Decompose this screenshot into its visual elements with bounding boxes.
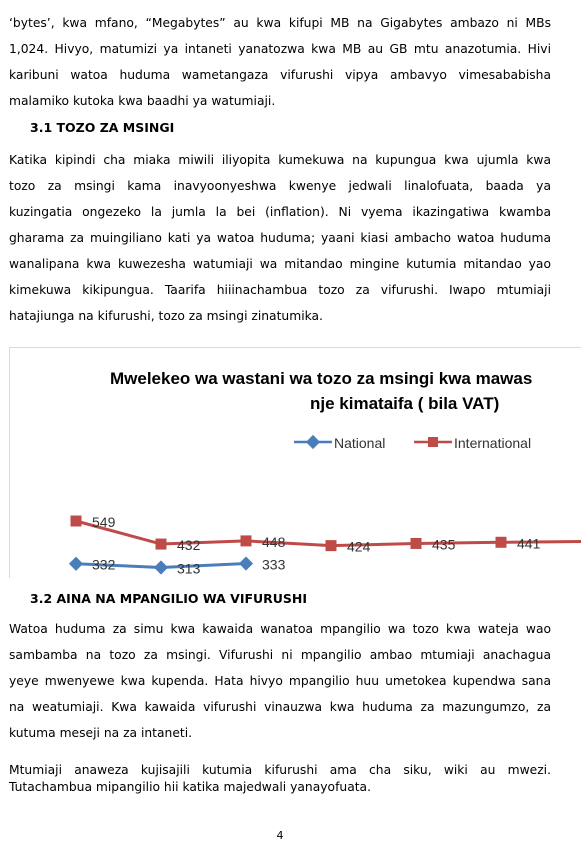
point-international-4 <box>326 540 337 551</box>
closing-line-2: Tutachambua mipangilio hii katika majedwali yanayofuata. <box>9 780 371 794</box>
label-national-1: 332 <box>92 556 116 573</box>
label-international-3: 448 <box>262 533 286 550</box>
section1-paragraph <box>9 147 551 329</box>
point-international-2 <box>156 539 167 550</box>
plot-area <box>69 514 581 576</box>
point-international-1 <box>71 516 82 527</box>
label-international-1: 549 <box>92 514 116 530</box>
label-international-6: 441 <box>517 535 541 552</box>
point-national-1 <box>69 557 83 571</box>
section1-line-2: tozo za msingi kama inavyoonyeshwa kwenye jedwali linalofuata, baada ya <box>9 179 551 193</box>
section-heading-aina-na-mpangilio: 3.2 AINA NA MPANGILIO WA VIFURUSHI <box>30 591 308 606</box>
intro-line-1: ‘bytes’, kwa mfano, “Megabytes” au kwa kifupi MB na Gigabytes ambazo ni MBs <box>9 16 551 30</box>
section1-line-6: kimekuwa kikipungua. Taarifa hiiinachambua tozo za vifurushi. Iwapo mtumiaji <box>9 283 551 297</box>
section1-line-4: gharama za muingiliano kati ya watoa huduma; yaani kiasi ambacho watoa huduma <box>9 231 551 245</box>
closing-line-1: Mtumiaji anaweza kujisajili kutumia kifurushi ama cha siku, wiki au mwezi. <box>9 763 551 777</box>
intro-line-3: karibuni watoa huduma wametangaza vifurushi vipya ambavyo vimesababisha <box>9 68 551 82</box>
tariff-trend-chart <box>10 348 581 578</box>
section2-line-5: kutuma meseji na za intaneti. <box>9 726 193 740</box>
legend-international-marker <box>428 437 438 447</box>
section1-line-5: wanalipana kwa kuwezesha watumiaji wa mitandao mingine kutumia mitandao yao <box>9 257 551 271</box>
section2-line-2: sambamba na tozo za msingi. Vifurushi ni mpangilio ambao mtumiaji anachagua <box>9 648 551 662</box>
page-number: 4 <box>276 829 284 842</box>
label-national-3: 333 <box>262 556 286 573</box>
section1-line-7: hatajiunga na kifurushi, tozo za msingi zinatumika. <box>9 309 323 323</box>
closing-paragraph <box>9 762 551 796</box>
label-national-2: 313 <box>177 560 201 577</box>
legend-national-label: National <box>334 435 386 451</box>
point-national-2 <box>154 560 168 574</box>
label-international-2: 432 <box>177 537 201 554</box>
intro-paragraph <box>9 10 551 114</box>
section2-paragraph <box>9 616 551 746</box>
point-international-6 <box>496 537 507 548</box>
chart-title-line-2: nje kimataifa ( bila VAT) <box>310 394 500 413</box>
point-international-3 <box>241 535 252 546</box>
chart-title-line-1: Mwelekeo wa wastani wa tozo za msingi kwa mawas <box>110 369 533 388</box>
point-international-5 <box>411 538 422 549</box>
section-heading-tozo-za-msingi: 3.1 TOZO ZA MSINGI <box>30 120 175 135</box>
section2-line-3: yeye mwenyewe kwa kupenda. Hata hivyo mpangilio huu umetokea kupendwa sana <box>9 674 551 688</box>
label-international-4: 424 <box>347 538 371 555</box>
section2-line-1: Watoa huduma za simu kwa kawaida wanatoa mpangilio wa tozo kwa wateja wao <box>9 622 551 636</box>
section1-line-3: kuzingatia ongezeko la jumla la bei (inflation). Ni vyema ikazingatiwa kwamba <box>9 205 551 219</box>
legend-national-marker <box>306 435 320 449</box>
chart-container <box>9 347 581 578</box>
section2-line-4: na weatumiaji. Kwa kawaida vifurushi vinauzwa kwa huduma za mazungumzo, za <box>9 700 551 714</box>
section1-line-1: Katika kipindi cha miaka miwili iliyopita kumekuwa na kupungua kwa ujumla kwa <box>9 153 551 167</box>
intro-line-4: malamiko kutoka kwa baadhi ya watumiaji. <box>9 94 276 108</box>
chart-legend <box>294 435 531 451</box>
intro-line-2: 1,024. Hivyo, matumizi ya intaneti yanatozwa kwa MB au GB mtu anazotumia. Hivi <box>9 42 551 56</box>
legend-international-label: International <box>454 435 532 451</box>
point-national-3 <box>239 556 253 570</box>
label-international-5: 435 <box>432 536 456 553</box>
